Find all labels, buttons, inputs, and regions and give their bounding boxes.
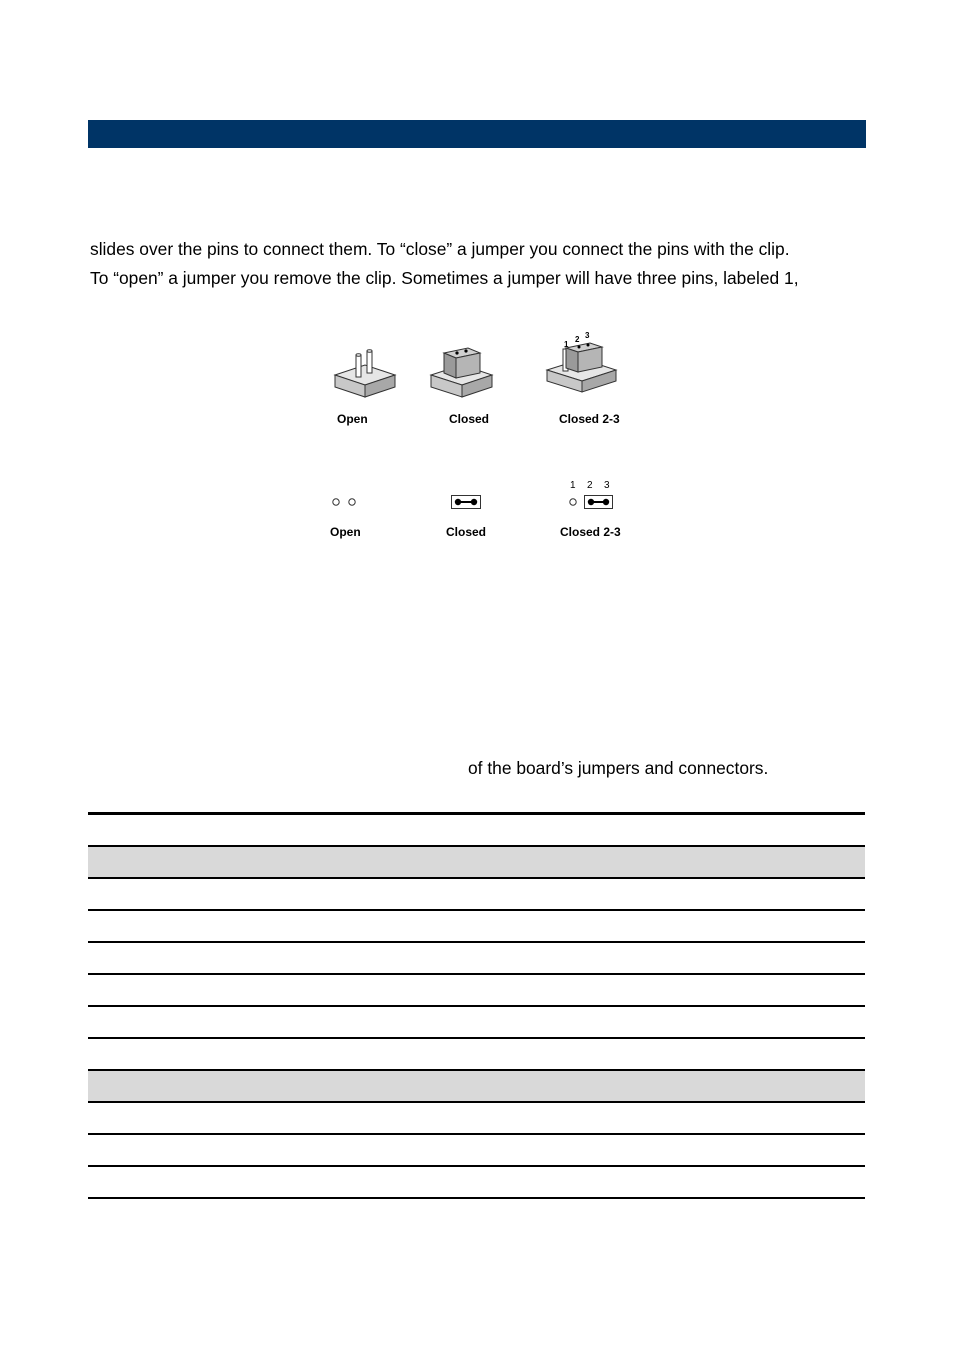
table-body	[88, 815, 865, 1199]
iso-label-closed-2-3: Closed 2-3	[559, 412, 620, 426]
table-row	[88, 815, 865, 847]
paragraph-line-1: slides over the pins to connect them. To “close” a jumper you connect the pins with the clip.	[90, 239, 790, 259]
closed-jumper-illustration	[428, 343, 496, 400]
schematic-label-closed: Closed	[446, 525, 487, 539]
table-row	[88, 1135, 865, 1167]
iso-label-closed: Closed	[449, 412, 490, 426]
table-row	[88, 879, 865, 911]
schematic-label-open: Open	[330, 525, 361, 539]
schematic-pin-number-3: 3	[604, 480, 610, 491]
table-row	[88, 1039, 865, 1071]
closed-2-3-jumper-illustration	[544, 332, 620, 394]
section-header-bar	[88, 120, 866, 148]
iso-pin-number-2: 2	[575, 335, 580, 344]
table-row	[88, 1071, 865, 1103]
schematic-pin-number-2: 2	[587, 480, 593, 491]
trailing-text: of the board’s jumpers and connectors.	[468, 758, 769, 778]
open-jumper-illustration	[330, 345, 400, 400]
table-row	[88, 847, 865, 879]
table-row	[88, 1007, 865, 1039]
iso-label-open: Open	[337, 412, 368, 426]
paragraph-line-2: To “open” a jumper you remove the clip. Sometimes a jumper will have three pins, labeled 1,	[90, 268, 799, 288]
schematic-label-closed-2-3: Closed 2-3	[560, 525, 621, 539]
table-row	[88, 975, 865, 1007]
schematic-pin-number-1: 1	[570, 480, 576, 491]
table-row	[88, 1167, 865, 1199]
closed-jumper-symbol	[451, 495, 481, 509]
jumper-connector-table	[88, 812, 865, 1199]
closed-2-3-jumper-symbol	[566, 495, 614, 509]
iso-pin-number-1: 1	[564, 340, 569, 349]
open-jumper-symbol	[330, 495, 360, 509]
table-row	[88, 1103, 865, 1135]
iso-pin-number-3: 3	[585, 331, 590, 340]
table-row	[88, 911, 865, 943]
table-row	[88, 943, 865, 975]
